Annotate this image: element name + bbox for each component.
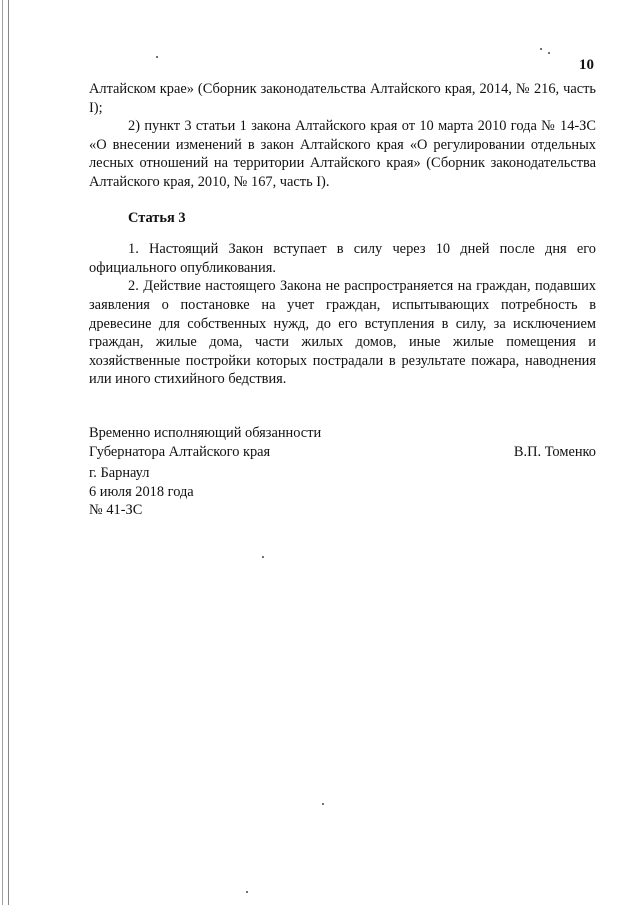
scan-edge-line [2,0,3,905]
scan-edge-line [8,0,9,905]
article-item-2: 2. Действие настоящего Закона не распространяется на граждан, подавших заявления о постановке на учет граждан, испытывающих потребность в древесине для собственных нужд, до его вступления в силу, за исключением граждан, жилые дома, части жилых домов, иные жилые помещения и хозяйственные постройки которых пострадали в результате пожара, наводнения или иного стихийного бедствия. [89,278,596,388]
law-number: № 41-ЗС [89,502,143,519]
page-number: 10 [579,57,594,73]
scan-speck [246,891,248,893]
signatory-title-line-2: Губернатора Алтайского края [89,443,271,460]
document-body [89,80,596,389]
scan-speck [540,48,542,50]
issue-date: 6 июля 2018 года [89,483,194,500]
signatory-title-line-1: Временно исполняющий обязанности [89,425,322,441]
scan-speck [156,56,158,58]
paragraph-continuation: Алтайском крае» (Сборник законодательства Алтайского края, 2014, № 216, часть I); [89,81,596,116]
scan-speck [262,556,264,558]
issue-details [89,464,194,520]
scan-speck [322,803,324,805]
paragraph-item-2: 2) пункт 3 статьи 1 закона Алтайского края от 10 марта 2010 года № 14-ЗС «О внесении изменений в закон Алтайского края «О регулировании отдельных лесных отношений на территории Алтайского края» (Сборник законодательства Алтайского края, 2010, № 167, часть I). [89,118,596,190]
issue-city: г. Барнаул [89,465,150,481]
article-item-1: 1. Настоящий Закон вступает в силу через 10 дней после дня его официального опубликования. [89,241,596,276]
article-heading: Статья 3 [128,209,186,226]
signatory-row [89,443,596,462]
scan-speck [548,52,550,54]
signatory-name: В.П. Томенко [513,443,596,460]
signature-block [89,424,596,461]
